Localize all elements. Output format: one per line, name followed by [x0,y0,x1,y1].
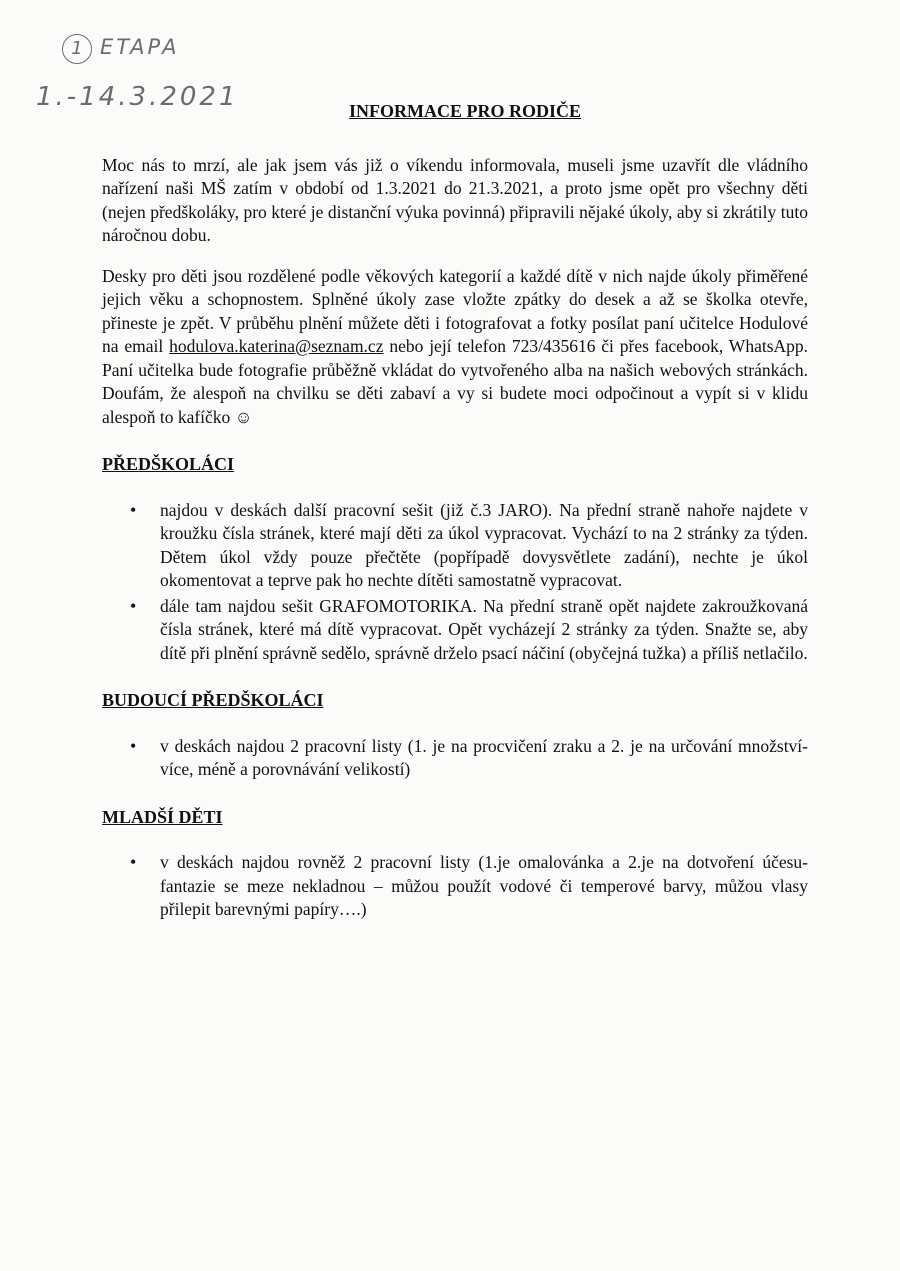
future-preschoolers-list [102,735,808,782]
bullet-icon: • [130,595,137,616]
document-body [102,100,808,932]
list-item-text: najdou v deskách další pracovní sešit (již č.3 JARO). Na přední straně nahoře najdete v kroužku čísla stránek, které mají děti za úkol vypracovat. Vychází to na 2 stránky za týden. Dětem úkol vždy pouze přečtěte (popřípadě dovysvětlete zadání), nechte je úkol okomentovat a teprve pak ho nechte dítěti samostatně vypracovat. [160,499,808,590]
handwritten-stage-label: ETAPA [100,35,180,59]
handwritten-date: 1.-14.3.2021 [36,82,239,112]
document-title: INFORMACE PRO RODIČE [349,101,581,121]
list-item [102,499,808,593]
preschoolers-list [102,499,808,666]
list-item [102,851,808,922]
handwritten-stage-note [62,34,180,64]
bullet-icon: • [130,852,137,872]
intro-paragraph: Moc nás to mrzí, ale jak jsem vás již o víkendu informovala, museli jsme uzavřít dle vládního nařízení naši MŠ zatím v období od 1.3.2021 do 21.3.2021, a proto jsme opět pro všechny děti (nejen předškoláky, pro které je distanční výuka povinná) připravili nějaké úkoly, aby si zkrátily tuto náročnou dobu. [102,154,808,245]
younger-children-list [102,851,808,922]
info-paragraph-text-start: Desky pro děti jsou rozdělené podle věkových kategorií a každé dítě v nich najde úkoly přiměřené jejich věku a schopnostem. Splněné úkoly zase vložte zpátky do desek a až se školka otevře, přineste je zpět. V průběhu plnění můžete děti i fotografovat a fotky posílat paní učitelce Hodulové na email [102,265,808,356]
section-heading-future-preschoolers: BUDOUCÍ PŘEDŠKOLÁCI [102,690,324,710]
section-heading-preschoolers: PŘEDŠKOLÁCI [102,454,235,474]
email-link[interactable]: hodulova.katerina@seznam.cz [169,336,384,356]
list-item-text: dále tam najdou sešit GRAFOMOTORIKA. Na přední straně opět najdete zakroužkovaná čísla stránek, které má dítě vypracovat. Opět vycházejí 2 stránky za týden. Snažte se, aby dítě při plnění správně sedělo, správně drželo psací náčiní (obyčejná tužka) a příliš netlačilo. [160,595,808,663]
list-item [102,595,808,666]
section-heading-younger-children: MLADŠÍ DĚTI [102,806,223,827]
list-item-text: v deskách najdou rovněž 2 pracovní listy (1.je omalovánka a 2.je na dotvoření účesu-fantazie se meze nekladnou – můžou použít vodové či temperové barvy, můžou vlasy přilepit barevnými papíry….) [160,852,808,919]
bullet-icon: • [130,499,137,520]
bullet-icon: • [130,735,137,756]
list-item-text: v deskách najdou 2 pracovní listy (1. je na procvičení zraku a 2. je na určování množství-více, méně a porovnávání velikostí) [160,735,808,779]
handwritten-stage-number: 1 [62,34,92,64]
info-paragraph-text-end: nebo její telefon 723/435616 či přes facebook, WhatsApp. Paní učitelka bude fotografie průběžně vkládat do vytvořeného alba na našich webových stránkách. Doufám, že alespoň na chvilku se děti zabaví a vy si budete moci odpočinout a vypít si v klidu alespoň to kafíčko ☺ [102,336,809,427]
info-paragraph [102,265,808,430]
list-item [102,735,808,782]
